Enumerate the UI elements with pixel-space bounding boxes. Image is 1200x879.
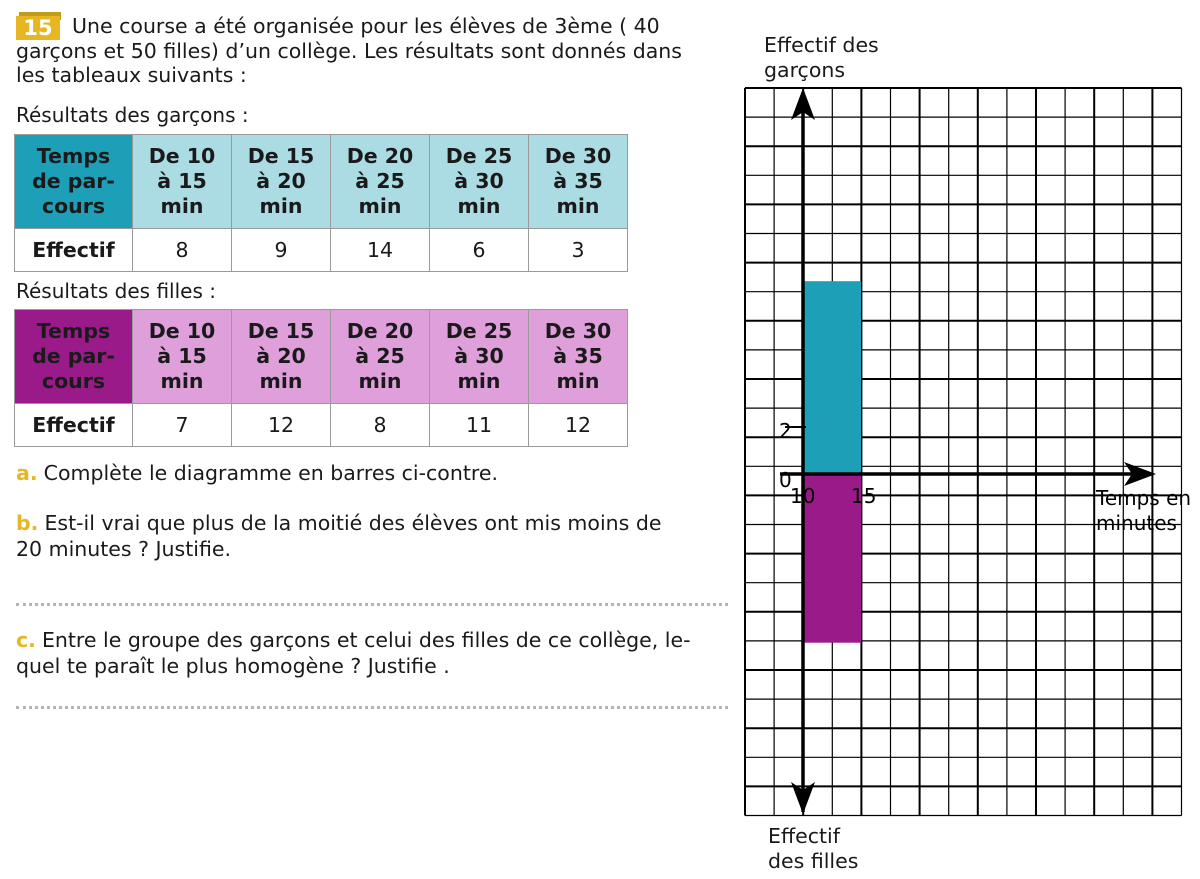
girls-col-2: De 15 à 20 min xyxy=(232,310,331,404)
x-axis-title-line-2: minutes xyxy=(1096,511,1177,535)
bar-boys-10-15 xyxy=(803,281,861,474)
girls-col-3: De 20 à 25 min xyxy=(331,310,430,404)
question-b-line-2: 20 minutes ? Justifie. xyxy=(16,537,231,561)
boys-col-1: De 10 à 15 min xyxy=(133,135,232,229)
boys-col-4: De 25 à 30 min xyxy=(430,135,529,229)
girls-table-caption: Résultats des filles : xyxy=(16,279,216,303)
y-axis-title-boys: Effectif des garçons xyxy=(764,33,879,82)
girls-value-3: 8 xyxy=(331,404,430,447)
boys-value-4: 6 xyxy=(430,229,529,272)
boys-value-5: 3 xyxy=(529,229,628,272)
girls-value-5: 12 xyxy=(529,404,628,447)
intro-line-2: garçons et 50 filles) d’un collège. Les résultats sont donnés dans xyxy=(16,38,682,63)
exercise-number: 15 xyxy=(16,16,60,40)
y-tick-label-2: 2 xyxy=(779,419,792,443)
y-axis-title-girls: Effectif des filles xyxy=(768,824,859,873)
question-c-line-2: quel te paraît le plus homogène ? Justifie . xyxy=(16,654,450,678)
question-b-letter: b. xyxy=(16,511,39,535)
boys-value-1: 8 xyxy=(133,229,232,272)
question-a-text: Complète le diagramme en barres ci-contre. xyxy=(43,461,498,485)
boys-value-3: 14 xyxy=(331,229,430,272)
girls-col-5: De 30 à 35 min xyxy=(529,310,628,404)
boys-table-caption: Résultats des garçons : xyxy=(16,103,249,127)
x-axis-title-line-1: Temps en xyxy=(1096,486,1192,510)
boys-row-header: Temps de par- cours xyxy=(15,135,133,229)
boys-value-2: 9 xyxy=(232,229,331,272)
intro-line-1: Une course a été organisée pour les élèves de 3ème ( 40 xyxy=(72,14,660,38)
question-c-line-1: Entre le groupe des garçons et celui des filles de ce collège, le- xyxy=(41,628,691,652)
girls-col-4: De 25 à 30 min xyxy=(430,310,529,404)
origin-label: 0 xyxy=(779,468,792,492)
x-tick-label-15: 15 xyxy=(851,484,877,508)
girls-effectif-label: Effectif xyxy=(15,404,133,447)
question-c-letter: c. xyxy=(16,628,36,652)
boys-effectif-label: Effectif xyxy=(15,229,133,272)
boys-col-5: De 30 à 35 min xyxy=(529,135,628,229)
girls-value-2: 12 xyxy=(232,404,331,447)
boys-col-2: De 15 à 20 min xyxy=(232,135,331,229)
question-a-letter: a. xyxy=(16,461,38,485)
x-tick-label-10: 10 xyxy=(790,484,816,508)
girls-value-4: 11 xyxy=(430,404,529,447)
question-b-line-1: Est-il vrai que plus de la moitié des élèves ont mis moins de xyxy=(44,511,662,535)
girls-value-1: 7 xyxy=(133,404,232,447)
girls-row-header: Temps de par- cours xyxy=(15,310,133,404)
boys-col-3: De 20 à 25 min xyxy=(331,135,430,229)
girls-col-1: De 10 à 15 min xyxy=(133,310,232,404)
intro-line-3: les tableaux suivants : xyxy=(16,63,247,87)
